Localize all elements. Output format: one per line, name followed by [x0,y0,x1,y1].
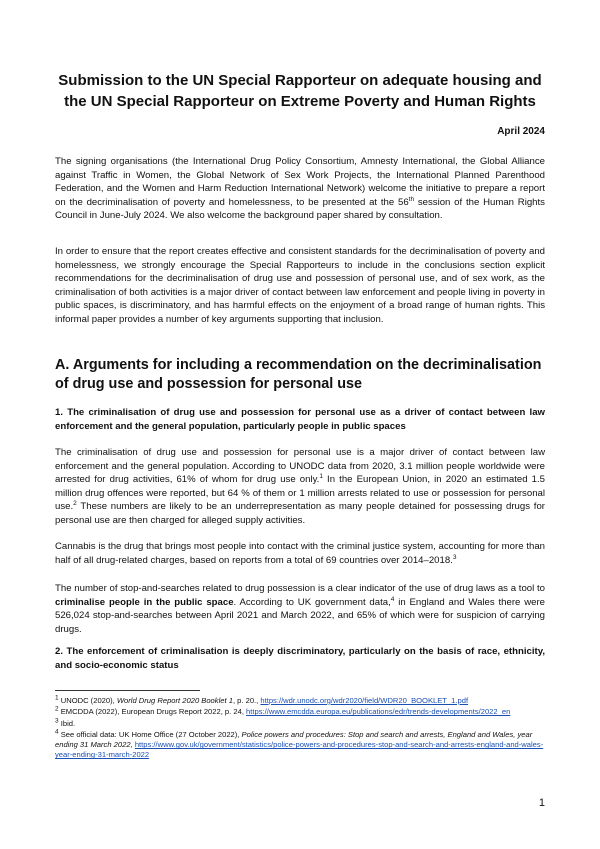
p4-text-a: Cannabis is the drug that brings most people into contact with the criminal justice system, accounting for more than half of all drug-related charges, based on reports from a total of 69 countries over 2014–2018. [55,541,545,566]
footnote-4 [55,730,550,761]
footnote-1 [55,696,550,706]
footnote-3 [55,719,550,729]
footnote-4-number: 4 [55,728,59,736]
p3-text-a: The criminalisation of drug use and possession for personal use is a major driver of contact between law enforcement and the general population. According to UNODC data from 2020, 3.1 million people worldwide were arrested for drug activities, 61% of whom for drug use only. [55,447,545,486]
footnotes [55,696,550,762]
intro-paragraph-1 [55,155,545,223]
p5-text-b: . According to UK government data, [233,596,391,608]
page-number: 1 [538,797,545,809]
footnote-1-italic: World Drug Report 2020 Booklet 1 [116,696,233,705]
p3-text-c: These numbers are likely to be an underrepresentation as many people detained for possessing drugs for personal use are then charged for alleged supply activities. [55,501,545,526]
footnote-2-text-a: EMCDDA (2022), European Drugs Report 2022, p. 24, [58,707,247,717]
footnote-1-text-a: UNODC (2020), [58,696,117,705]
footnote-2-link[interactable]: https://www.emcdda.europa.eu/publications/edr/trends-developments/2022_en [246,707,511,717]
footnote-ref-3[interactable]: 3 [452,553,457,561]
intro-p1-text-a: The signing organisations (the International Drug Policy Consortium, Amnesty International, the Global Alliance against Traffic in Women, the Global Network of Sex Work Projects, the International Planned Parenthood Federation, and the Women and Harm Reduction International Network) welcome the initiative to prepare a report on the decriminalisation of poverty and homelessness, to be presented at the 56 [55,156,545,208]
footnote-ref-2[interactable]: 2 [73,500,77,508]
paragraph-unodc-data [55,446,545,528]
document-date: April 2024 [497,126,545,137]
footnote-ref-4[interactable]: 4 [390,595,395,603]
footnote-4-text-a: See official data: UK Home Office (27 October 2022), [58,729,242,739]
footnote-1-text-b: , p. 20., [232,696,261,705]
intro-paragraph-2: In order to ensure that the report creates effective and consistent standards for the decriminalisation of poverty and homelessness, we strongly encourage the Special Rapporteurs to include in the conclusions section explicit recommendations for the decriminalisation of drug use and possession of personal use, and of sex work, as the criminalisation of both activities is a major driver of contact between law enforcement and people living in poverty in public spaces, is discriminatory, and has harmful effects on the enjoyment of a broad range of human rights. This informal paper provides a number of key arguments supporting that inclusion. [55,246,545,325]
paragraph-stop-and-search [55,582,545,636]
paragraph-cannabis [55,540,545,567]
footnote-3-number: 3 [55,717,59,725]
intro-p1-text-b: session of the Human Rights Council in June-July 2024. We also welcome the background paper shared by consultation. [55,196,545,222]
subsection-2-heading: 2. The enforcement of criminalisation is deeply discriminatory, particularly on the basis of race, ethnicity, and socio-economic status [55,646,545,671]
p3-text-b: In the European Union, in 2020 an estimated 1.5 million drug offences were reported, but 64 % of them or 1 million arrests related to use or possession for personal use. [55,474,545,513]
subsection-1-heading: 1. The criminalisation of drug use and possession for personal use as a driver of contact between law enforcement and the general population, particularly people in public spaces [55,407,545,432]
p5-bold-text: criminalise people in the public space [55,596,234,608]
footnote-1-link[interactable]: https://wdr.unodc.org/wdr2020/field/WDR20_BOOKLET_1.pdf [260,696,469,705]
footnote-1-number: 1 [55,694,59,702]
footnote-ref-1[interactable]: 1 [319,473,323,480]
footnote-2-number: 2 [55,705,59,713]
footnote-3-text: Ibid. [58,718,76,728]
intro-p1-superscript: th [408,195,415,203]
footnote-divider [55,690,200,691]
section-a-heading: A. Arguments for including a recommendation on the decriminalisation of drug use and possession for personal use [55,357,542,392]
document-title: Submission to the UN Special Rapporteur on adequate housing and the UN Special Rapporteur on Extreme Poverty and Human Rights [58,72,542,110]
p5-text-c: in England and Wales there were 526,024 stop-and-searches between April 2021 and March 2022, and 65% of which were for suspicion of carrying drugs. [55,596,545,635]
p5-text-a: The number of stop-and-searches related to drug possession is a clear indicator of the use of drug laws as a tool to [55,583,545,594]
footnote-4-link[interactable]: https://www.gov.uk/government/statistics/police-powers-and-procedures-stop-and-search-and-arrests-england-and-wales-year-ending-31-march-2022 [55,740,544,760]
footnote-4-italic: Police powers and procedures: Stop and search and arrests, England and Wales, year ending 31 March 2022, [55,729,533,750]
footnote-2 [55,707,550,717]
